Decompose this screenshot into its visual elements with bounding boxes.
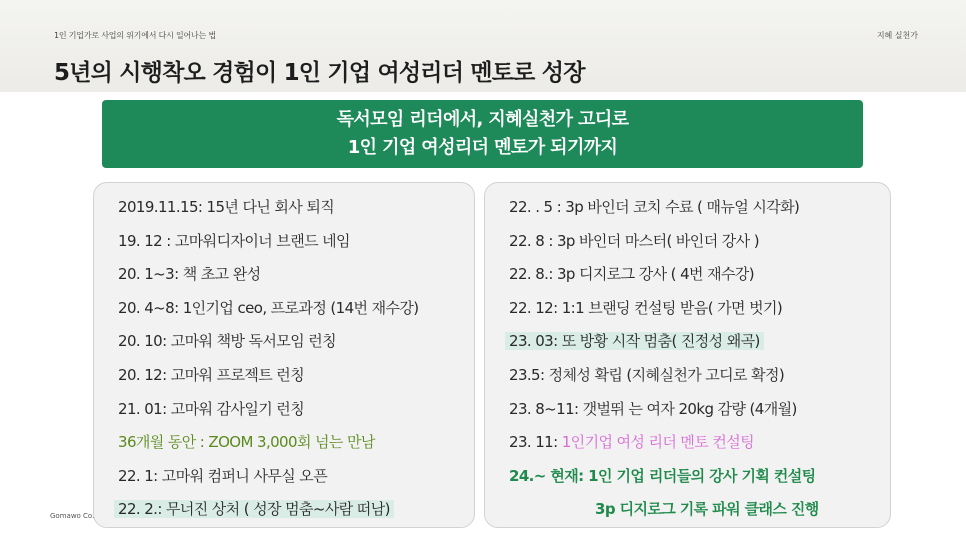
timeline-item — [595, 495, 819, 523]
timeline-item — [118, 227, 350, 255]
timeline-item-text: 3p 디지로그 기록 파워 클래스 진행 — [595, 500, 819, 519]
author-label: 지혜 실천가 — [876, 31, 918, 40]
timeline-item-date: 23. 11: — [509, 433, 562, 452]
timeline-item — [118, 428, 375, 456]
timeline-item — [118, 462, 327, 490]
timeline-item — [118, 294, 419, 322]
timeline-item-text: 23.5: 정체성 확립 (지혜실천가 고디로 확정) — [509, 366, 785, 384]
timeline-item — [509, 462, 816, 490]
timeline-item-text: 2019.11.15: 15년 다닌 회사 퇴직 — [118, 198, 335, 216]
timeline-item-text: 20. 10: 고마워 책방 독서모임 런칭 — [118, 332, 337, 351]
banner-line-1: 독서모임 리더에서, 지혜실천가 고디로 — [336, 109, 629, 130]
timeline-item — [509, 227, 759, 255]
timeline-item-text: 36개월 동안 : ZOOM 3,000회 넘는 만남 — [118, 433, 375, 452]
timeline-item-text: 21. 01: 고마워 감사일기 런칭 — [118, 399, 305, 418]
timeline-panel-left — [93, 182, 475, 528]
timeline-item-text: 20. 4~8: 1인기업 ceo, 프로과정 (14번 재수강) — [118, 298, 419, 317]
timeline-item — [509, 193, 799, 221]
timeline-item-text: 22. 8.: 3p 디지로그 강사 ( 4번 재수강) — [509, 265, 755, 284]
timeline-item — [509, 260, 754, 288]
timeline-item-highlight-text: 1인기업 여성 리더 멘토 컨설팅 — [561, 433, 755, 452]
timeline-panel-right — [484, 182, 891, 528]
slide-subtitle: 1인 기업가로 사업의 위기에서 다시 일어나는 법 — [54, 31, 216, 40]
timeline-item — [118, 495, 394, 523]
footer-logo: Gomawo Co. — [50, 512, 95, 520]
timeline-item-text: 20. 1~3: 책 초고 완성 — [118, 265, 261, 284]
timeline-item-text: 19. 12 : 고마워디자이너 브랜드 네임 — [118, 231, 350, 250]
timeline-item — [118, 395, 304, 423]
timeline-item-text: 22. 12: 1:1 브랜딩 컨설팅 받음( 가면 벗기) — [509, 298, 783, 317]
timeline-item-text: 22. 1: 고마워 컴퍼니 사무실 오픈 — [118, 466, 328, 485]
timeline-item — [509, 428, 754, 456]
timeline-item — [118, 327, 336, 355]
timeline-item — [509, 361, 784, 389]
timeline-item-text: 22. 2.: 무너진 상처 ( 성장 멈춤~사람 떠남) — [114, 500, 394, 518]
timeline-item-text: 24.~ 현재: 1인 기업 리더들의 강사 기획 컨설팅 — [509, 466, 816, 485]
timeline-item — [509, 395, 797, 423]
timeline-item — [509, 327, 764, 355]
timeline-item-text: 23. 03: 또 방황 시작 멈춤( 진정성 왜곡) — [505, 332, 764, 350]
timeline-item — [118, 260, 261, 288]
timeline-item — [118, 361, 304, 389]
timeline-item — [509, 294, 782, 322]
timeline-item — [118, 193, 334, 221]
timeline-item-text: 23. 8~11: 갯벌뛰 는 여자 20kg 감량 (4개월) — [509, 399, 797, 418]
timeline-item-text: 20. 12: 고마워 프로젝트 런칭 — [118, 366, 305, 384]
banner-line-2: 1인 기업 여성리더 멘토가 되기까지 — [347, 137, 618, 158]
headline-banner — [102, 100, 863, 168]
timeline-item-text: 22. 8 : 3p 바인더 마스터( 바인더 강사 ) — [509, 231, 759, 250]
slide-title: 5년의 시행착오 경험이 1인 기업 여성리더 멘토로 성장 — [54, 60, 585, 86]
timeline-item-text: 22. . 5 : 3p 바인더 코치 수료 ( 매뉴얼 시각화) — [509, 198, 800, 216]
